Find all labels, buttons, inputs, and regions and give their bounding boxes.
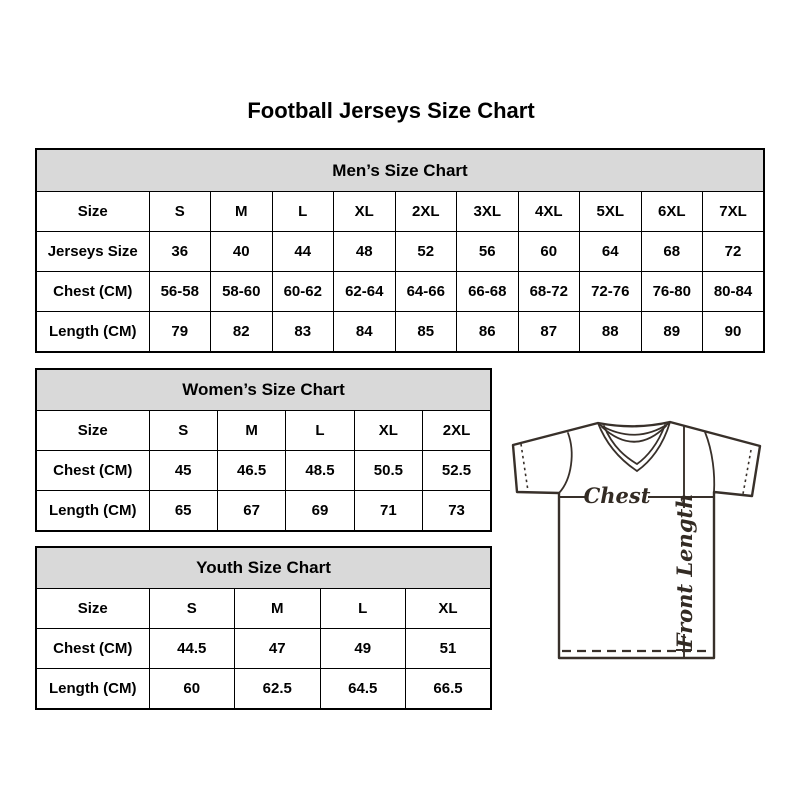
value-cell: XL: [334, 192, 396, 232]
value-cell: 62-64: [334, 272, 396, 312]
value-cell: L: [320, 589, 406, 629]
value-cell: 45: [149, 451, 217, 491]
value-cell: 82: [211, 312, 273, 353]
value-cell: 67: [217, 491, 285, 532]
row-label-cell: Size: [36, 411, 149, 451]
chest-label: Chest: [583, 483, 651, 508]
page-title: Football Jerseys Size Chart: [247, 98, 535, 123]
value-cell: 51: [406, 629, 492, 669]
value-cell: 73: [423, 491, 491, 532]
value-cell: 44: [272, 232, 334, 272]
value-cell: M: [235, 589, 321, 629]
value-cell: 44.5: [149, 629, 235, 669]
table-row: [36, 192, 764, 232]
youth-table-title: Youth Size Chart: [36, 547, 491, 589]
value-cell: 88: [580, 312, 642, 353]
value-cell: 60: [149, 669, 235, 710]
table-row: [36, 272, 764, 312]
value-cell: XL: [354, 411, 422, 451]
table-row: [36, 411, 491, 451]
value-cell: 69: [286, 491, 354, 532]
value-cell: 2XL: [423, 411, 491, 451]
value-cell: 89: [641, 312, 703, 353]
table-row: [36, 629, 491, 669]
value-cell: 47: [235, 629, 321, 669]
value-cell: 6XL: [641, 192, 703, 232]
value-cell: 79: [149, 312, 211, 353]
value-cell: 72: [703, 232, 765, 272]
value-cell: 48: [334, 232, 396, 272]
table-row: [36, 451, 491, 491]
value-cell: 84: [334, 312, 396, 353]
value-cell: 68-72: [518, 272, 580, 312]
row-label-cell: Jerseys Size: [36, 232, 149, 272]
value-cell: 52.5: [423, 451, 491, 491]
value-cell: 7XL: [703, 192, 765, 232]
value-cell: 87: [518, 312, 580, 353]
jersey-measurement-diagram: [505, 397, 767, 669]
value-cell: 90: [703, 312, 765, 353]
value-cell: 49: [320, 629, 406, 669]
value-cell: 71: [354, 491, 422, 532]
value-cell: L: [286, 411, 354, 451]
value-cell: 52: [395, 232, 457, 272]
value-cell: 85: [395, 312, 457, 353]
value-cell: S: [149, 192, 211, 232]
value-cell: 56: [457, 232, 519, 272]
row-label-cell: Chest (CM): [36, 272, 149, 312]
womens-table-title: Women’s Size Chart: [36, 369, 491, 411]
value-cell: 56-58: [149, 272, 211, 312]
youth-size-table: [35, 546, 492, 710]
value-cell: M: [217, 411, 285, 451]
value-cell: L: [272, 192, 334, 232]
mens-table-title: Men’s Size Chart: [36, 149, 764, 192]
value-cell: 60: [518, 232, 580, 272]
row-label-cell: Length (CM): [36, 312, 149, 353]
value-cell: 66-68: [457, 272, 519, 312]
value-cell: 36: [149, 232, 211, 272]
value-cell: 3XL: [457, 192, 519, 232]
value-cell: 66.5: [406, 669, 492, 710]
table-row: [36, 589, 491, 629]
value-cell: M: [211, 192, 273, 232]
value-cell: 64.5: [320, 669, 406, 710]
value-cell: 40: [211, 232, 273, 272]
value-cell: 80-84: [703, 272, 765, 312]
mens-size-table: [35, 148, 765, 353]
value-cell: 48.5: [286, 451, 354, 491]
value-cell: 2XL: [395, 192, 457, 232]
table-row: [36, 669, 491, 710]
value-cell: 58-60: [211, 272, 273, 312]
value-cell: 68: [641, 232, 703, 272]
table-row: [36, 312, 764, 353]
value-cell: 64: [580, 232, 642, 272]
row-label-cell: Length (CM): [36, 491, 149, 532]
row-label-cell: Chest (CM): [36, 629, 149, 669]
row-label-cell: Chest (CM): [36, 451, 149, 491]
front-length-label: Front Length: [672, 493, 697, 649]
table-title-row: [36, 369, 491, 411]
row-label-cell: Size: [36, 589, 149, 629]
value-cell: 83: [272, 312, 334, 353]
value-cell: 86: [457, 312, 519, 353]
value-cell: 5XL: [580, 192, 642, 232]
table-row: [36, 491, 491, 532]
row-label-cell: Size: [36, 192, 149, 232]
value-cell: 50.5: [354, 451, 422, 491]
row-label-cell: Length (CM): [36, 669, 149, 710]
value-cell: 64-66: [395, 272, 457, 312]
value-cell: XL: [406, 589, 492, 629]
value-cell: S: [149, 589, 235, 629]
womens-size-table: [35, 368, 492, 532]
value-cell: 72-76: [580, 272, 642, 312]
value-cell: 76-80: [641, 272, 703, 312]
value-cell: 4XL: [518, 192, 580, 232]
value-cell: 46.5: [217, 451, 285, 491]
value-cell: 62.5: [235, 669, 321, 710]
value-cell: 65: [149, 491, 217, 532]
jersey-outline: [513, 422, 760, 658]
table-row: [36, 232, 764, 272]
value-cell: 60-62: [272, 272, 334, 312]
table-title-row: [36, 547, 491, 589]
value-cell: S: [149, 411, 217, 451]
table-title-row: [36, 149, 764, 192]
